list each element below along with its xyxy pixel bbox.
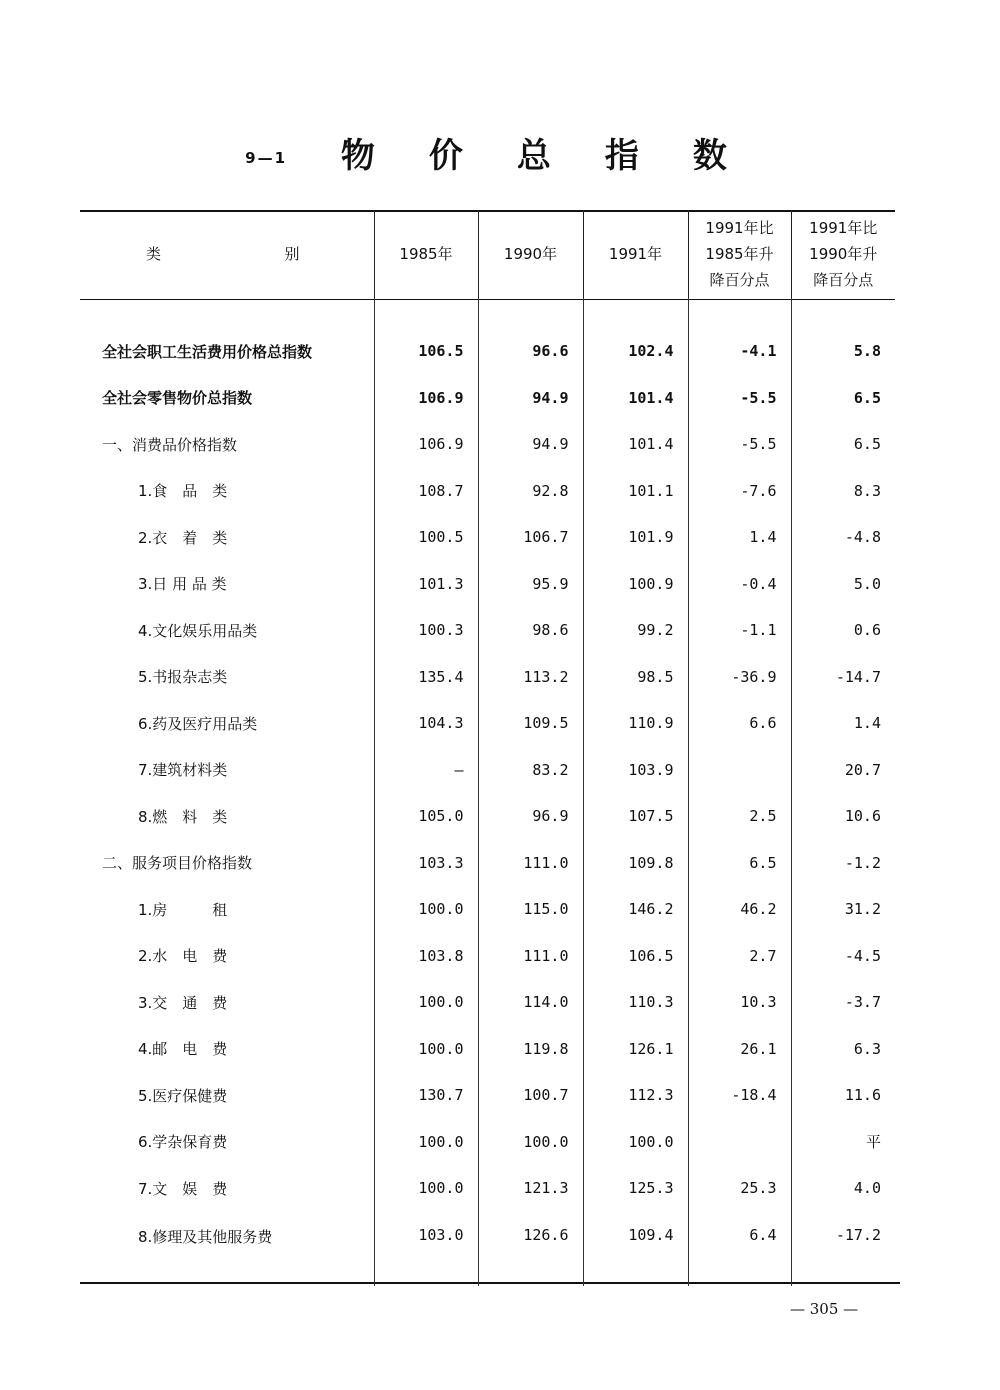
table-row (80, 654, 895, 701)
cell-1990: 121.3 (478, 1165, 583, 1212)
table-title (0, 128, 1000, 177)
cell-1985: 130.7 (374, 1072, 478, 1119)
spacer-row (80, 298, 895, 328)
cell-change-1985: 25.3 (688, 1165, 791, 1212)
cell-1985: 106.9 (374, 375, 478, 422)
cell-change-1985: 6.4 (688, 1212, 791, 1286)
cell-change-1990: 31.2 (791, 886, 895, 933)
header-change-vs-1990 (791, 210, 895, 298)
cell-1990: 126.6 (478, 1212, 583, 1286)
header-line: 1990年升 (809, 245, 878, 263)
cell-1991: 107.5 (583, 793, 688, 840)
row-label: 7.文 娱 费 (138, 1179, 228, 1198)
row-label: 2.水 电 费 (138, 947, 228, 966)
title-char: 数 (692, 136, 729, 176)
cell-1990: 83.2 (478, 747, 583, 794)
cell-change-1985: -18.4 (688, 1072, 791, 1119)
table-row (80, 468, 895, 515)
cell-change-1990: 平 (791, 1119, 895, 1166)
table-body (80, 298, 895, 1286)
table-row (80, 1072, 895, 1119)
price-index-table (80, 210, 895, 1286)
cell-1985: 100.0 (374, 886, 478, 933)
cell-1990: 113.2 (478, 654, 583, 701)
cell-change-1985: 6.6 (688, 700, 791, 747)
cell-change-1985: -4.1 (688, 328, 791, 375)
header-category-char: 类 (146, 245, 162, 263)
table-row (80, 1212, 895, 1286)
cell-1985: 106.9 (374, 421, 478, 468)
cell-1990: 111.0 (478, 840, 583, 887)
header-line: 1991年比 (705, 219, 774, 237)
cell-change-1985: 26.1 (688, 1026, 791, 1073)
cell-1990: 115.0 (478, 886, 583, 933)
cell-1991: 101.9 (583, 514, 688, 561)
cell-change-1985: 1.4 (688, 514, 791, 561)
header-1985: 1985年 (374, 210, 478, 298)
cell-1991: 101.1 (583, 468, 688, 515)
cell-change-1990: 5.8 (791, 328, 895, 375)
cell-change-1990: 0.6 (791, 607, 895, 654)
cell-1985: 100.0 (374, 1165, 478, 1212)
cell-1991: 100.9 (583, 561, 688, 608)
cell-1991: 102.4 (583, 328, 688, 375)
cell-change-1985: -5.5 (688, 375, 791, 422)
cell-1990: 92.8 (478, 468, 583, 515)
row-label: 8.修理及其他服务费 (138, 1227, 273, 1246)
cell-1985: 101.3 (374, 561, 478, 608)
cell-1990: 109.5 (478, 700, 583, 747)
header-1990: 1990年 (478, 210, 583, 298)
cell-1990: 94.9 (478, 421, 583, 468)
title-char: 价 (428, 136, 465, 176)
cell-1990: 100.7 (478, 1072, 583, 1119)
cell-1985: 108.7 (374, 468, 478, 515)
row-label: 全社会零售物价总指数 (102, 389, 253, 408)
cell-1991: 109.4 (583, 1212, 688, 1286)
cell-1990: 100.0 (478, 1119, 583, 1166)
row-label: 1.房 租 (138, 900, 228, 919)
cell-1991: 112.3 (583, 1072, 688, 1119)
row-label: 全社会职工生活费用价格总指数 (102, 342, 313, 361)
cell-change-1990: 4.0 (791, 1165, 895, 1212)
cell-1990: 96.9 (478, 793, 583, 840)
cell-1985: — (374, 747, 478, 794)
table-number: 9—1 (245, 148, 288, 167)
table-row (80, 607, 895, 654)
cell-change-1985: 2.5 (688, 793, 791, 840)
table-row (80, 328, 895, 375)
cell-1990: 96.6 (478, 328, 583, 375)
cell-1990: 106.7 (478, 514, 583, 561)
cell-change-1985: -1.1 (688, 607, 791, 654)
row-label: 4.文化娱乐用品类 (138, 621, 258, 640)
cell-1991: 101.4 (583, 421, 688, 468)
table-title-text (315, 136, 755, 176)
cell-change-1990: -4.8 (791, 514, 895, 561)
header-category-char: 别 (284, 245, 300, 263)
cell-1991: 106.5 (583, 933, 688, 980)
cell-1991: 98.5 (583, 654, 688, 701)
row-label: 1.食 品 类 (138, 482, 228, 501)
title-char: 总 (516, 136, 553, 176)
cell-change-1985: 2.7 (688, 933, 791, 980)
cell-1990: 111.0 (478, 933, 583, 980)
cell-change-1985: -0.4 (688, 561, 791, 608)
cell-change-1985 (688, 747, 791, 794)
row-label: 7.建筑材料类 (138, 761, 228, 780)
cell-1990: 119.8 (478, 1026, 583, 1073)
row-label: 二、服务项目价格指数 (102, 854, 253, 873)
cell-1991: 126.1 (583, 1026, 688, 1073)
cell-change-1985: -5.5 (688, 421, 791, 468)
cell-1985: 135.4 (374, 654, 478, 701)
cell-change-1985: 46.2 (688, 886, 791, 933)
cell-change-1990: -17.2 (791, 1212, 895, 1286)
cell-1991: 110.3 (583, 979, 688, 1026)
table-row (80, 747, 895, 794)
table-row (80, 375, 895, 422)
row-label: 5.书报杂志类 (138, 668, 228, 687)
cell-change-1990: 1.4 (791, 700, 895, 747)
table-row (80, 793, 895, 840)
table-row (80, 933, 895, 980)
table-row (80, 561, 895, 608)
cell-1991: 110.9 (583, 700, 688, 747)
cell-1985: 100.0 (374, 1119, 478, 1166)
table-row (80, 979, 895, 1026)
cell-1985: 104.3 (374, 700, 478, 747)
cell-change-1990: 6.3 (791, 1026, 895, 1073)
cell-1991: 101.4 (583, 375, 688, 422)
table-row (80, 840, 895, 887)
cell-1985: 100.0 (374, 979, 478, 1026)
cell-change-1985: 6.5 (688, 840, 791, 887)
table-row (80, 1165, 895, 1212)
cell-change-1990: 11.6 (791, 1072, 895, 1119)
cell-1991: 100.0 (583, 1119, 688, 1166)
cell-1985: 100.5 (374, 514, 478, 561)
cell-1985: 103.3 (374, 840, 478, 887)
cell-change-1990: 6.5 (791, 421, 895, 468)
cell-change-1990: -4.5 (791, 933, 895, 980)
cell-1985: 106.5 (374, 328, 478, 375)
cell-1990: 94.9 (478, 375, 583, 422)
header-1991: 1991年 (583, 210, 688, 298)
cell-change-1985: -7.6 (688, 468, 791, 515)
cell-1990: 114.0 (478, 979, 583, 1026)
cell-1990: 95.9 (478, 561, 583, 608)
row-label: 6.药及医疗用品类 (138, 714, 258, 733)
table-row (80, 421, 895, 468)
page-number: — 305 — (790, 1300, 859, 1318)
cell-change-1990: 6.5 (791, 375, 895, 422)
row-label: 3.日 用 品 类 (138, 575, 227, 594)
header-line: 降百分点 (813, 271, 874, 289)
cell-change-1985: -36.9 (688, 654, 791, 701)
cell-1985: 105.0 (374, 793, 478, 840)
cell-1991: 103.9 (583, 747, 688, 794)
header-line: 1991年比 (809, 219, 878, 237)
cell-1991: 109.8 (583, 840, 688, 887)
table-row (80, 886, 895, 933)
row-label: 8.燃 料 类 (138, 807, 228, 826)
cell-change-1985: 10.3 (688, 979, 791, 1026)
cell-change-1990: -14.7 (791, 654, 895, 701)
cell-1985: 100.3 (374, 607, 478, 654)
row-label: 5.医疗保健费 (138, 1086, 228, 1105)
cell-change-1990: 8.3 (791, 468, 895, 515)
row-label: 6.学杂保育费 (138, 1133, 228, 1152)
cell-1990: 98.6 (478, 607, 583, 654)
cell-1991: 125.3 (583, 1165, 688, 1212)
cell-change-1990: 10.6 (791, 793, 895, 840)
header-category (80, 210, 374, 298)
table-row (80, 700, 895, 747)
row-label: 3.交 通 费 (138, 993, 228, 1012)
cell-change-1990: -1.2 (791, 840, 895, 887)
row-label: 一、消费品价格指数 (102, 435, 238, 454)
row-label: 4.邮 电 费 (138, 1040, 228, 1059)
cell-1985: 103.0 (374, 1212, 478, 1286)
cell-1985: 103.8 (374, 933, 478, 980)
table-row (80, 514, 895, 561)
cell-change-1985 (688, 1119, 791, 1166)
header-line: 降百分点 (709, 271, 770, 289)
table-header-row (80, 210, 895, 298)
cell-change-1990: 20.7 (791, 747, 895, 794)
table-row (80, 1119, 895, 1166)
cell-change-1990: 5.0 (791, 561, 895, 608)
row-label: 2.衣 着 类 (138, 528, 228, 547)
title-char: 指 (604, 136, 641, 176)
cell-1991: 146.2 (583, 886, 688, 933)
cell-change-1990: -3.7 (791, 979, 895, 1026)
cell-1985: 100.0 (374, 1026, 478, 1073)
title-char: 物 (340, 136, 377, 176)
header-change-vs-1985 (688, 210, 791, 298)
table-row (80, 1026, 895, 1073)
header-line: 1985年升 (705, 245, 774, 263)
cell-1991: 99.2 (583, 607, 688, 654)
